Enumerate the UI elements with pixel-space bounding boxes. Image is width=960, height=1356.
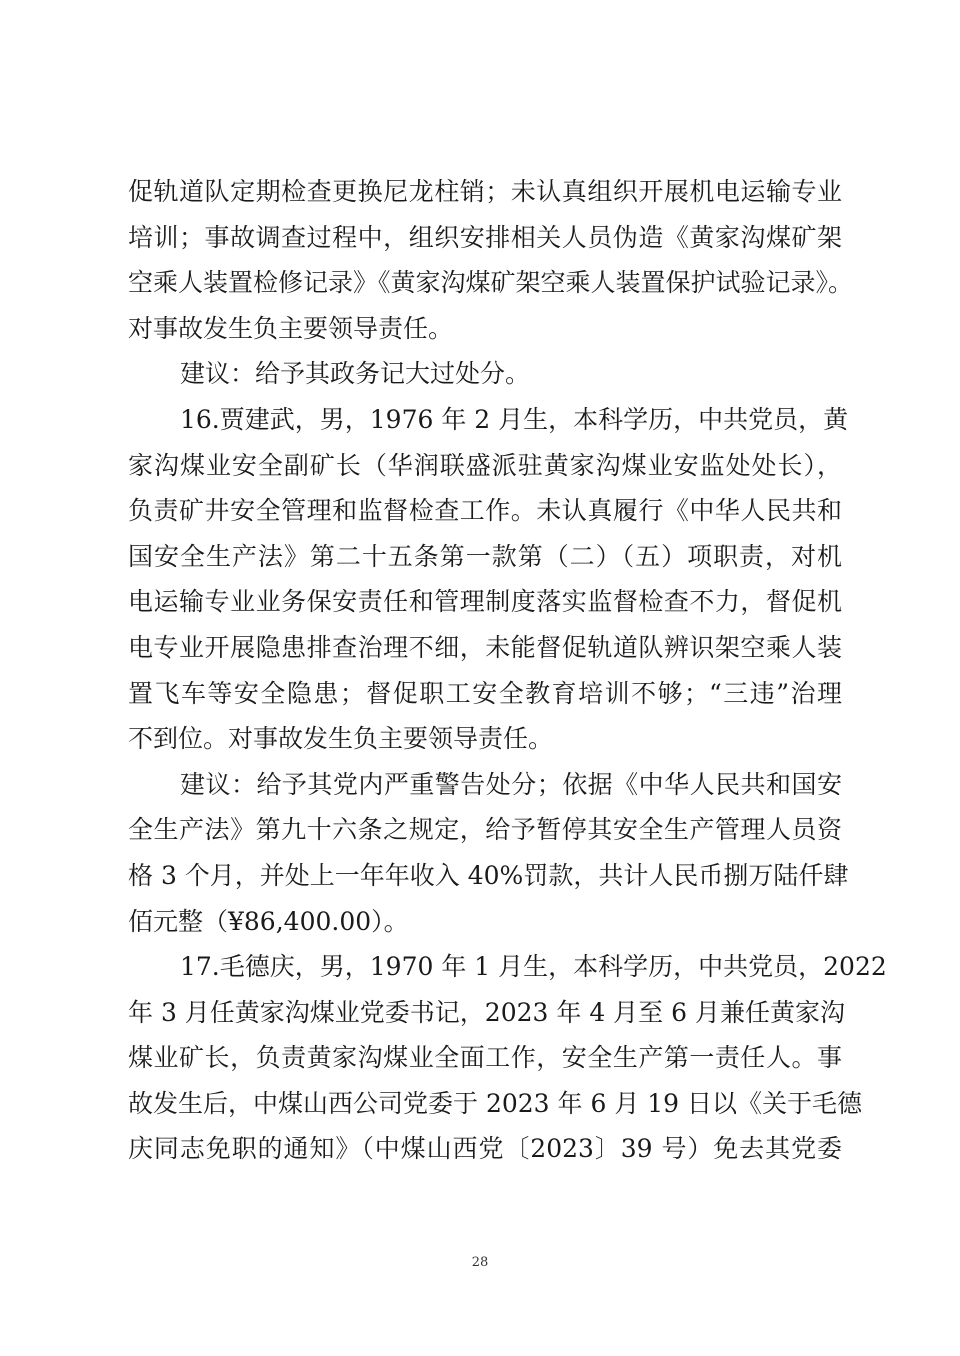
text-line: 建议：给予其党内严重警告处分；依据《中华人民共和国安 xyxy=(180,769,842,799)
text-line: 国安全生产法》第二十五条第一款第（二）（五）项职责，对机 xyxy=(128,541,842,571)
text-line: 电运输专业业务保安责任和管理制度落实监督检查不力，督促机 xyxy=(128,587,842,617)
text-line: 不到位。对事故发生负主要领导责任。 xyxy=(128,724,554,754)
text-line: 故发生后，中煤山西公司党委于 2023 年 6 月 19 日以《关于毛德 xyxy=(128,1088,863,1118)
paragraph xyxy=(128,944,887,1172)
paragraph xyxy=(128,351,842,397)
paragraph xyxy=(128,397,849,762)
text-line: 煤业矿长，负责黄家沟煤业全面工作，安全生产第一责任人。事 xyxy=(128,1043,842,1073)
text-line: 格 3 个月，并处上一年年收入 40%罚款，共计人民币捌万陆仟肆 xyxy=(128,860,849,890)
text-line: 16.贾建武，男，1976 年 2 月生，本科学历，中共党员，黄 xyxy=(180,404,849,434)
text-line: 负责矿井安全管理和监督检查工作。未认真履行《中华人民共和 xyxy=(128,496,842,526)
text-line: 全生产法》第九十六条之规定，给予暂停其安全生产管理人员资 xyxy=(128,815,842,845)
text-line: 17.毛德庆，男，1970 年 1 月生，本科学历，中共党员，2022 xyxy=(180,952,887,982)
text-line: 年 3 月任黄家沟煤业党委书记，2023 年 4 月至 6 月兼任黄家沟 xyxy=(128,997,845,1027)
text-line: 佰元整（¥86,400.00）。 xyxy=(128,906,409,936)
paragraph xyxy=(128,762,849,944)
text-line: 促轨道队定期检查更换尼龙柱销；未认真组织开展机电运输专业 xyxy=(128,177,842,206)
document-body xyxy=(128,169,887,1172)
paragraph xyxy=(128,169,854,351)
text-line: 空乘人装置检修记录》《黄家沟煤矿架空乘人装置保护试验记录》。 xyxy=(128,268,854,298)
text-line: 家沟煤业安全副矿长（华润联盛派驻黄家沟煤业安监处处长）， xyxy=(128,450,842,480)
text-line: 电专业开展隐患排查治理不细，未能督促轨道队辨识架空乘人装 xyxy=(128,632,842,662)
text-line: 置飞车等安全隐患；督促职工安全教育培训不够；“三违”治理 xyxy=(128,678,842,708)
text-line: 建议：给予其政务记大过处分。 xyxy=(180,359,531,389)
text-line: 庆同志免职的通知》（中煤山西党〔2023〕39 号）免去其党委 xyxy=(128,1134,842,1164)
text-line: 培训；事故调查过程中，组织安排相关人员伪造《黄家沟煤矿架 xyxy=(128,222,842,252)
page-number: 28 xyxy=(471,1255,489,1270)
text-line: 对事故发生负主要领导责任。 xyxy=(128,313,454,343)
